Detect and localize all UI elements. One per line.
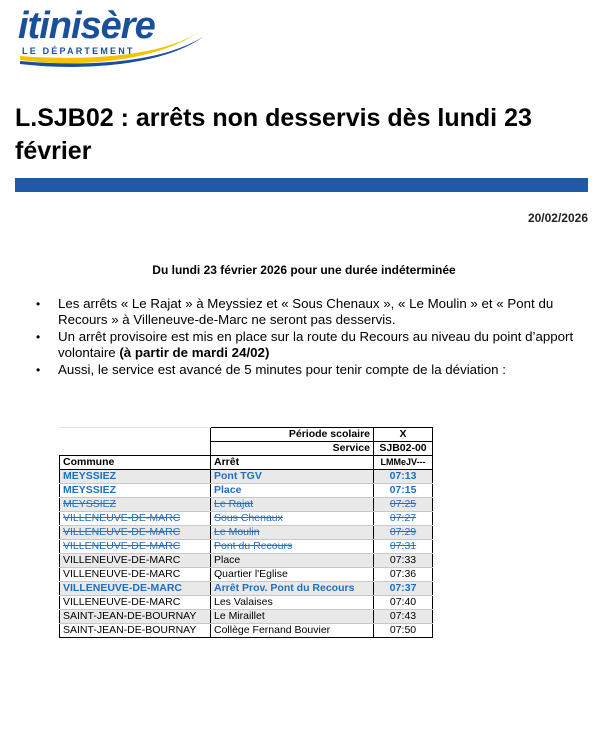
table-row — [60, 484, 433, 498]
stop-cell: Quartier l'Eglise — [211, 568, 374, 582]
period-label: Période scolaire — [211, 428, 374, 442]
time-cell: 07:36 — [374, 568, 433, 582]
stop-cell: Le Rajat — [211, 498, 374, 512]
timetable-grid — [59, 427, 433, 638]
stop-cell: Les Valaises — [211, 596, 374, 610]
itinisere-logo — [18, 5, 208, 68]
commune-cell: VILLENEUVE-DE-MARC — [60, 526, 211, 540]
commune-cell: VILLENEUVE-DE-MARC — [60, 540, 211, 554]
commune-cell: VILLENEUVE-DE-MARC — [60, 568, 211, 582]
page-title: L.SJB02 : arrêts non desservis dès lundi 23 février — [15, 104, 532, 165]
table-row — [60, 624, 433, 638]
commune-cell: SAINT-JEAN-DE-BOURNAY — [60, 624, 211, 638]
table-column-headers — [60, 456, 433, 470]
commune-cell: MEYSSIEZ — [60, 484, 211, 498]
service-value: SJB02-00 — [374, 442, 433, 456]
table-top-line — [59, 427, 211, 428]
table-row — [60, 540, 433, 554]
time-cell: 07:40 — [374, 596, 433, 610]
table-row — [60, 526, 433, 540]
period-heading: Du lundi 23 février 2026 pour une durée indéterminée — [152, 263, 456, 277]
commune-cell: VILLENEUVE-DE-MARC — [60, 596, 211, 610]
time-cell: 07:50 — [374, 624, 433, 638]
list-item: • Un arrêt provisoire est mis en place sur la route du Recours au niveau du point d’apport volontaire (à partir de mardi 24/02) — [36, 329, 596, 361]
time-cell: 07:43 — [374, 610, 433, 624]
commune-cell: VILLENEUVE-DE-MARC — [60, 512, 211, 526]
stop-cell: Place — [211, 484, 374, 498]
commune-cell: VILLENEUVE-DE-MARC — [60, 554, 211, 568]
table-row — [60, 554, 433, 568]
list-item: • Aussi, le service est avancé de 5 minutes pour tenir compte de la déviation : — [36, 362, 596, 378]
stop-cell: Sous Chenaux — [211, 512, 374, 526]
table-row — [60, 498, 433, 512]
time-cell: 07:29 — [374, 526, 433, 540]
commune-cell: SAINT-JEAN-DE-BOURNAY — [60, 610, 211, 624]
time-cell: 07:13 — [374, 470, 433, 484]
stop-cell: Place — [211, 554, 374, 568]
time-cell: 07:37 — [374, 582, 433, 596]
period-value: X — [374, 428, 433, 442]
time-cell: 07:27 — [374, 512, 433, 526]
list-item: • Les arrêts « Le Rajat » à Meyssiez et « Sous Chenaux », « Le Moulin » et « Pont du Recours » à Villeneuve-de-Marc ne seront pas desservis. — [36, 296, 596, 328]
publication-date: 20/02/2026 — [527, 211, 588, 225]
logo-subtitle: LE DÉPARTEMENT — [22, 46, 135, 56]
table-row — [60, 596, 433, 610]
notice-list — [36, 296, 596, 379]
stop-cell: Le Moulin — [211, 526, 374, 540]
commune-cell: MEYSSIEZ — [60, 498, 211, 512]
column-header-days: LMMeJV--- — [374, 456, 433, 470]
service-label: Service — [211, 442, 374, 456]
stop-cell: Arrêt Prov. Pont du Recours — [211, 582, 374, 596]
time-cell: 07:31 — [374, 540, 433, 554]
column-header-arret: Arrêt — [211, 456, 374, 470]
title-divider — [15, 178, 588, 192]
table-row — [60, 610, 433, 624]
table-row — [60, 470, 433, 484]
commune-cell: VILLENEUVE-DE-MARC — [60, 582, 211, 596]
table-row — [60, 582, 433, 596]
table-row — [60, 568, 433, 582]
stop-cell: Pont du Recours — [211, 540, 374, 554]
commune-cell: MEYSSIEZ — [60, 470, 211, 484]
table-row — [60, 512, 433, 526]
stop-cell: Pont TGV — [211, 470, 374, 484]
time-cell: 07:15 — [374, 484, 433, 498]
timetable — [59, 427, 433, 638]
logo-wordmark: itinisère — [18, 5, 155, 47]
table-header-period — [60, 428, 433, 442]
column-header-commune: Commune — [60, 456, 211, 470]
stop-cell: Le Miraillet — [211, 610, 374, 624]
stop-cell: Collège Fernand Bouvier — [211, 624, 374, 638]
time-cell: 07:25 — [374, 498, 433, 512]
table-header-service — [60, 442, 433, 456]
time-cell: 07:33 — [374, 554, 433, 568]
